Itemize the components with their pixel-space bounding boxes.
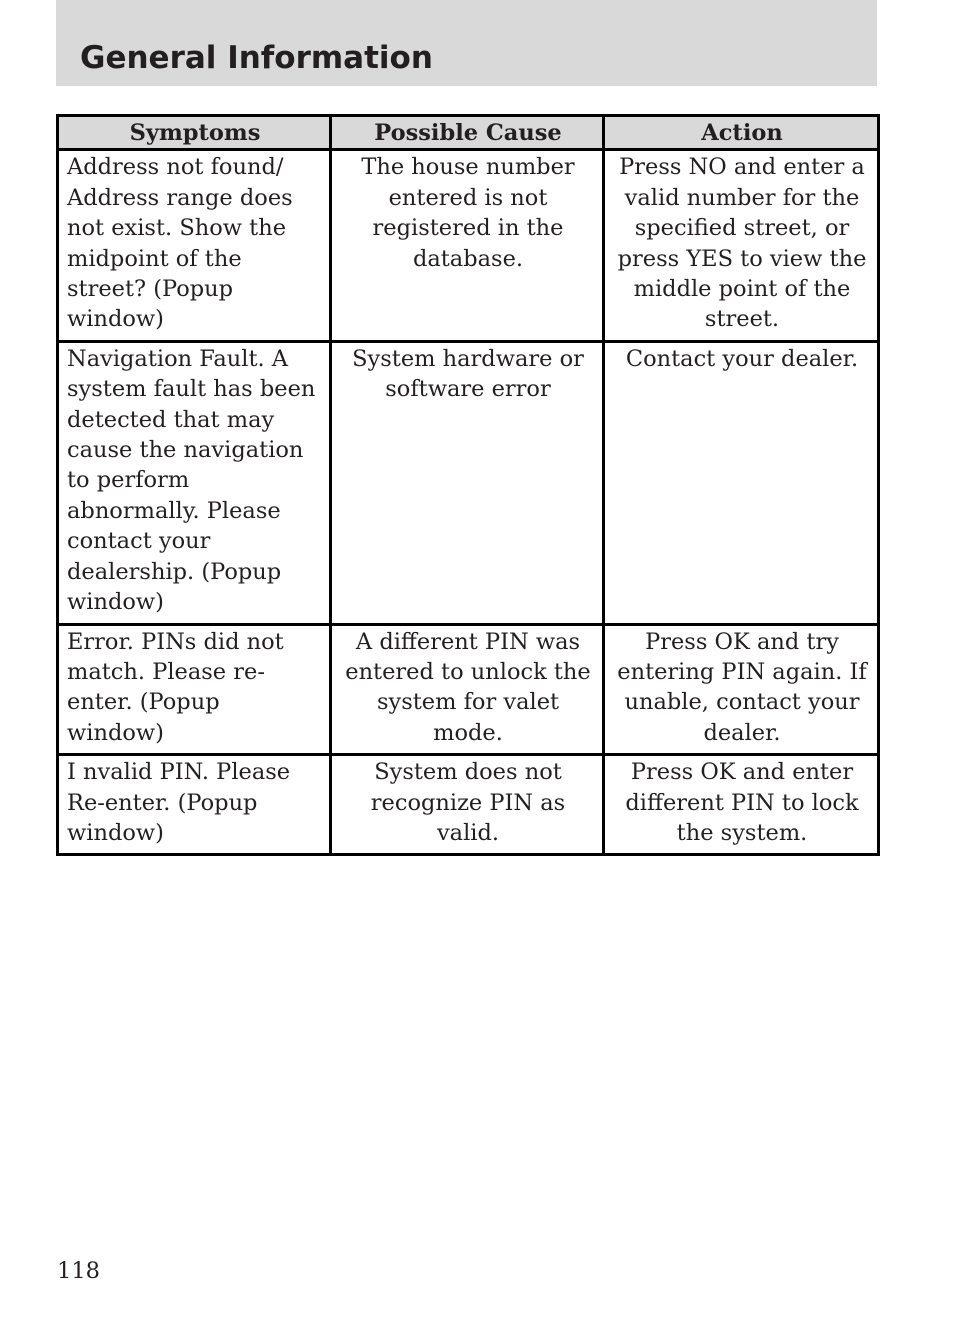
table-header-row	[58, 116, 879, 150]
page-number: 118	[57, 1258, 100, 1284]
troubleshooting-table	[56, 114, 880, 856]
table-row	[58, 150, 879, 341]
cause-cell: System hardware or software error	[331, 341, 604, 624]
action-cell: Press NO and enter a valid number for the specified street, or press YES to view the middle point of the street.	[604, 150, 879, 341]
column-header-action: Action	[604, 116, 879, 150]
symptom-cell: I nvalid PIN. Please Re-enter. (Popup window)	[58, 755, 331, 855]
table-row	[58, 624, 879, 755]
cause-cell: A different PIN was entered to unlock the system for valet mode.	[331, 624, 604, 755]
cause-cell: System does not recognize PIN as valid.	[331, 755, 604, 855]
column-header-symptoms: Symptoms	[58, 116, 331, 150]
action-cell: Contact your dealer.	[604, 341, 879, 624]
column-header-possible-cause: Possible Cause	[331, 116, 604, 150]
action-cell: Press OK and try entering PIN again. If unable, contact your dealer.	[604, 624, 879, 755]
section-title: General Information	[80, 40, 433, 76]
action-cell: Press OK and enter different PIN to lock the system.	[604, 755, 879, 855]
symptom-cell: Address not found/ Address range does not exist. Show the midpoint of the street? (Popup window)	[58, 150, 331, 341]
symptom-cell: Navigation Fault. A system fault has been detected that may cause the navigation to perform abnormally. Please contact your dealership. (Popup window)	[58, 341, 331, 624]
symptom-cell: Error. PINs did not match. Please re-enter. (Popup window)	[58, 624, 331, 755]
cause-cell: The house number entered is not registered in the database.	[331, 150, 604, 341]
table-row	[58, 341, 879, 624]
table-row	[58, 755, 879, 855]
